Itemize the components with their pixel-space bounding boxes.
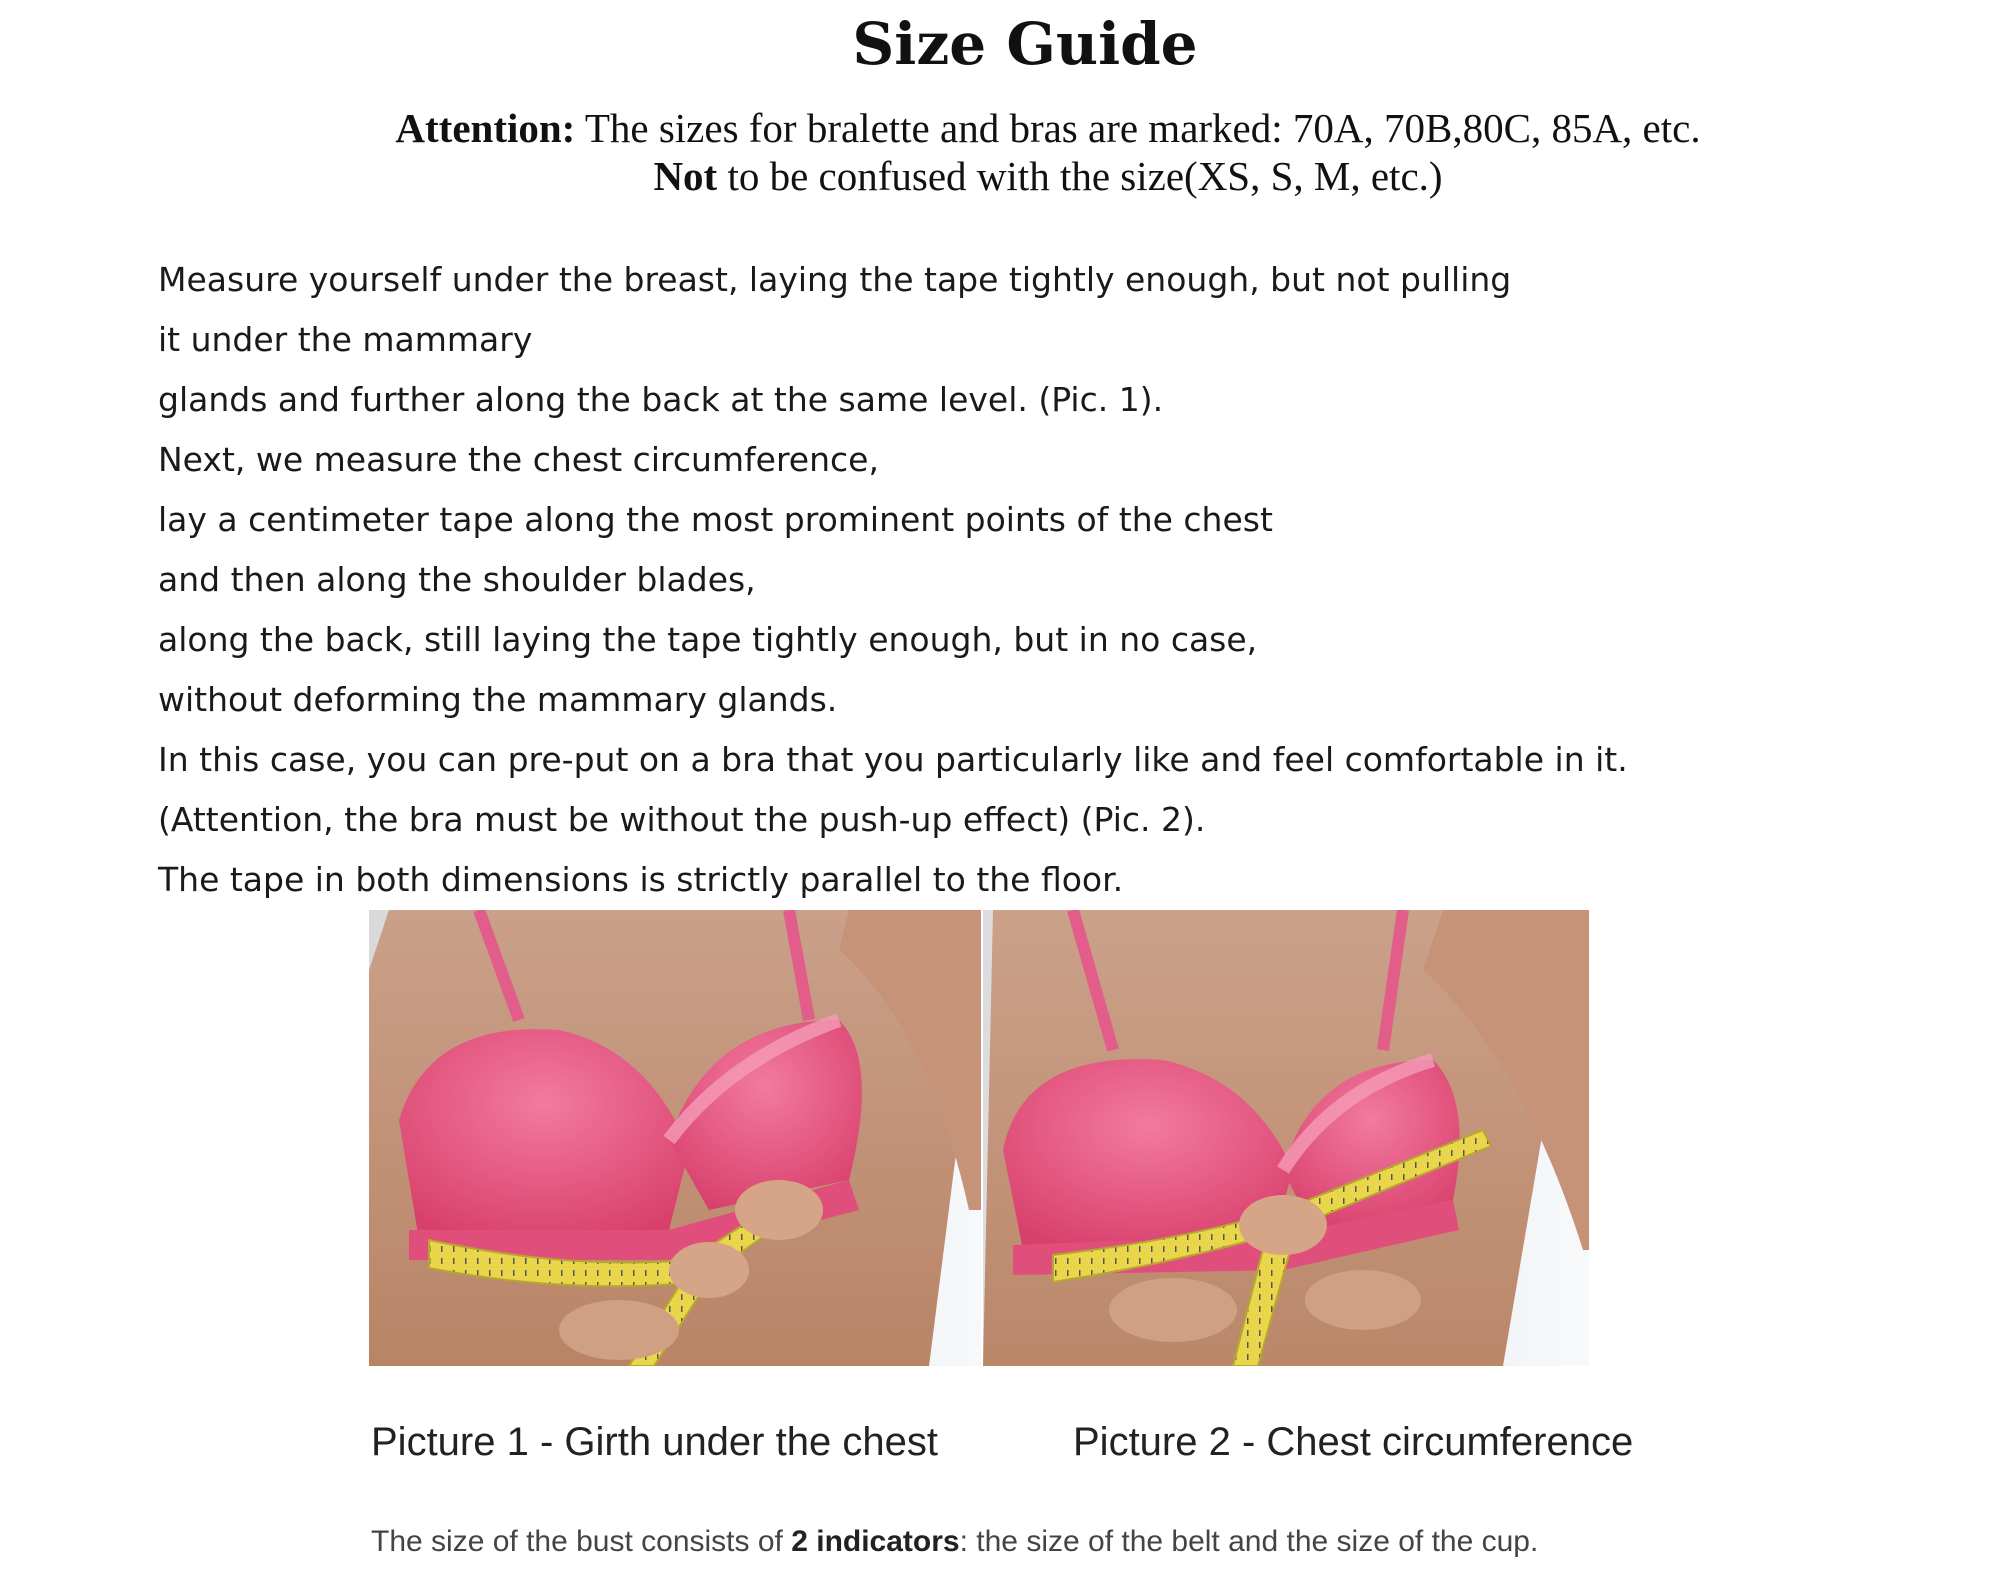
- attention-label: Attention:: [395, 105, 576, 151]
- not-text: to be confused with the size(XS, S, M, etc.): [717, 153, 1443, 199]
- instruction-line: In this case, you can pre-put on a bra that you particularly like and feel comfortable in it.: [158, 740, 1628, 779]
- measurement-instructions: [158, 250, 1758, 910]
- picture-1-caption: Picture 1 - Girth under the chest: [371, 1420, 938, 1464]
- bra-measurement-illustration-2: [983, 910, 1589, 1366]
- attention-text: The sizes for bralette and bras are marked: 70A, 70B,80C, 85A, etc.: [575, 105, 1701, 151]
- attention-line: [0, 104, 2000, 152]
- instruction-line: along the back, still laying the tape tightly enough, but in no case,: [158, 620, 1258, 659]
- not-label: Not: [653, 153, 718, 199]
- picture-1-girth-under-chest: [369, 910, 981, 1366]
- picture-2-caption: Picture 2 - Chest circumference: [1073, 1420, 1634, 1464]
- instruction-line: lay a centimeter tape along the most prominent points of the chest: [158, 500, 1273, 539]
- instruction-line: and then along the shoulder blades,: [158, 560, 756, 599]
- size-notice: [0, 104, 2000, 200]
- instruction-line: without deforming the mammary glands.: [158, 680, 838, 719]
- picture-2-chest-circumference: [983, 910, 1589, 1366]
- bust-size-summary: [371, 1520, 1538, 1564]
- instruction-line: The tape in both dimensions is strictly parallel to the floor.: [158, 860, 1124, 899]
- instruction-line: Measure yourself under the breast, laying the tape tightly enough, but not pulling: [158, 260, 1512, 299]
- summary-bold: 2 indicators: [791, 1525, 960, 1558]
- summary-before: The size of the bust consists of: [371, 1525, 792, 1558]
- instruction-line: glands and further along the back at the same level. (Pic. 1).: [158, 380, 1164, 419]
- instruction-line: Next, we measure the chest circumference,: [158, 440, 879, 479]
- bra-measurement-illustration-1: [369, 910, 981, 1366]
- instruction-line: (Attention, the bra must be without the push-up effect) (Pic. 2).: [158, 800, 1206, 839]
- instruction-line: it under the mammary: [158, 320, 533, 359]
- not-line: [0, 152, 2000, 200]
- page-title: Size Guide: [852, 10, 1198, 78]
- summary-after: : the size of the belt and the size of the cup.: [959, 1525, 1539, 1558]
